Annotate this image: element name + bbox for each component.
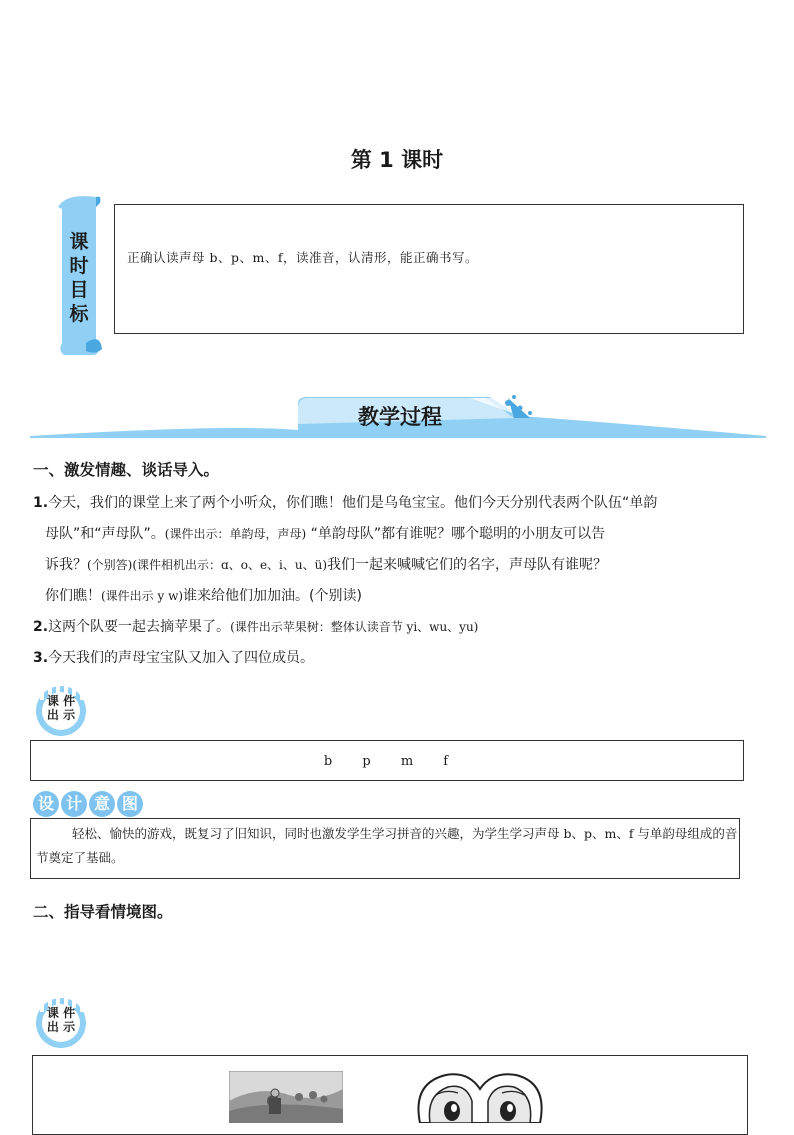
item3-text: 今天我们的声母宝宝队又加入了四位成员。 [48,650,315,666]
item1-line4a: 你们瞧！ [45,588,101,604]
goal-tab-char: 时 [69,255,89,277]
badge-top: 课 件 [46,1006,76,1020]
item1-line [33,550,768,581]
badge-top: 课 件 [46,694,76,708]
scene-picture-icon [229,1071,343,1123]
item1-number: 1. [33,495,49,511]
goal-tab-char: 目 [69,279,89,301]
item2-line [33,612,768,643]
design-char: 设 [33,791,59,817]
item3-line [33,643,768,674]
section2-heading: 二、指导看情境图。 [33,903,173,921]
item3-number: 3. [33,650,49,666]
section1-heading: 一、激发情趣、谈话导入。 [33,461,220,479]
design-text: 轻松、愉快的游戏，既复习了旧知识，同时也激发学生学习拼音的兴趣，为学生学习声母 b、p、m、f 与单韵母组成的音节奠定了基础。 [36,826,738,865]
item1-line4c: 谁来给他们加加油。(个别读) [183,588,362,604]
item1-line1: 今天，我们的课堂上来了两个小听众，你们瞧！他们是乌龟宝宝。他们今天分别代表两个队伍“单韵 [48,495,658,511]
cartoon-characters-icon [406,1071,554,1123]
item2-number: 2. [33,619,49,635]
courseware-badge-label [46,1006,76,1034]
item1-line3c: 我们一起来喊喊它们的名字，声母队有谁呢？ [327,557,608,573]
badge-bottom: 出 示 [46,1020,76,1034]
courseware-image-frame [32,1055,748,1135]
design-char: 意 [89,791,115,817]
item1-line4b: (课件出示 y w) [101,589,184,603]
item2-text-b: (课件出示苹果树：整体认读音节 yi、wu、yu) [230,620,479,634]
item1-line [33,488,768,519]
section1-item1 [33,488,768,674]
item1-line2a: 母队”和“声母队”。 [45,526,165,542]
design-char: 图 [117,791,143,817]
design-char: 计 [61,791,87,817]
badge-bottom: 出 示 [46,708,76,722]
goal-box [114,204,744,334]
item1-line [33,581,768,612]
letters-display: b p m f [323,754,449,769]
item2-text-a: 这两个队要一起去摘苹果了。 [48,619,231,635]
courseware-badge-label [46,694,76,722]
item1-line [33,519,768,550]
process-header-title: 教学过程 [358,405,442,429]
item1-line2b: (课件出示：单韵母，声母) [164,527,307,541]
goal-tab-char: 标 [69,303,89,325]
item1-line3b: (个别答)(课件相机出示：ɑ、o、e、i、u、ü) [87,558,328,572]
item1-line3a: 诉我？ [45,557,87,573]
goal-tab-char: 课 [69,231,89,253]
goal-text: 正确认读声母 b、p、m、f，读准音，认清形，能正确书写。 [127,250,478,265]
item1-line2c: “单韵母队”都有谁呢？哪个聪明的小朋友可以告 [306,526,606,542]
page-title: 第 1 课时 [350,148,444,172]
goal-tab-label [64,230,94,326]
